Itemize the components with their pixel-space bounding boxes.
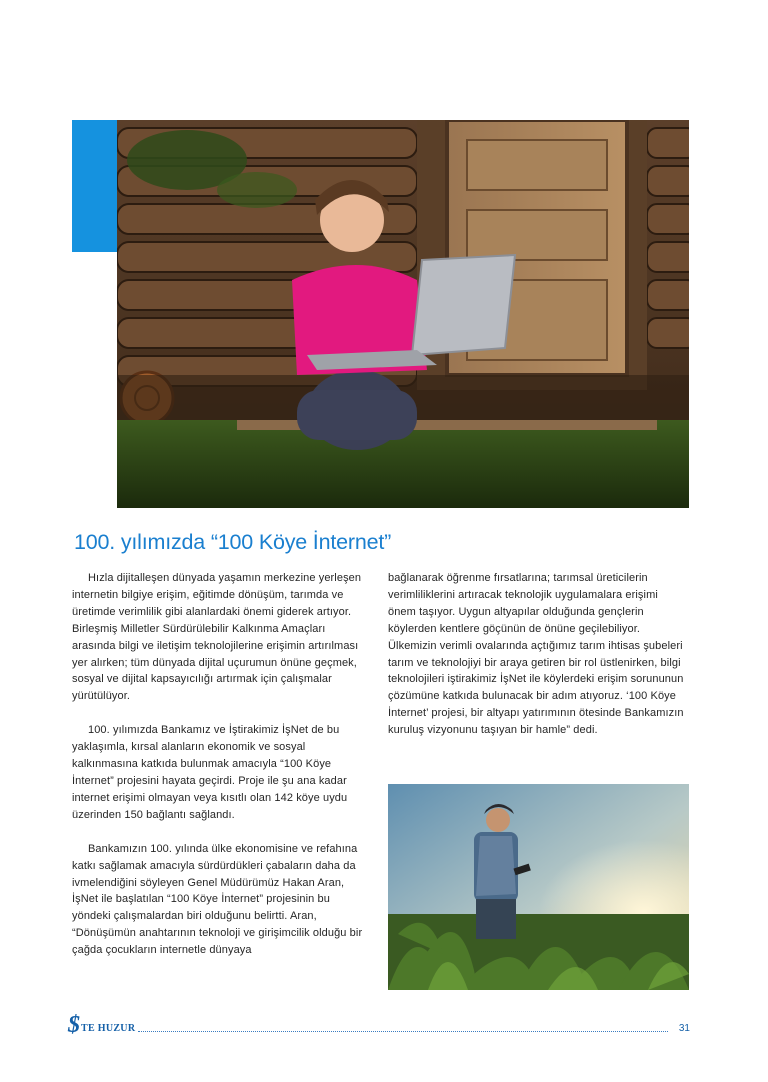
page-number: 31 (678, 1023, 690, 1034)
body-paragraph: Hızla dijitalleşen dünyada yaşamın merkezine yerleşen internetin bilgiye erişim, eğitimde dönüşüm, tarımda ve üretimde verimlilik gibi alanlardaki önemi giderek artıyor. Birleşmiş Milletler Sürdürülebilir Kalkınma Amaçları arasında bilgi ve iletişim teknolojilerine erişimin artırılması yer alırken; tüm dünyada dijital uçurumun önüne geçmek, sosyal ve dijital kapsayıcılığı artırmak için çalışmalar yürütülüyor. (72, 572, 362, 703)
body-column-left (72, 570, 368, 959)
body-paragraph: bağlanarak öğrenme fırsatlarına; tarımsal üreticilerin verimliliklerini artıracak teknolojik uygulamalara erişimi önem taşıyor. Uygun altyapılar olduğunda gençlerin köylerden kentlere göçünün de önüne geçilebiliyor. Ülkemizin verimli ovalarında açtığımız tarım ihtisas şubeleri tarım ve teknolojiyi bir araya getiren bir rol üstlenirken, bilgi teknolojileri iştirakimiz İşNet ile köylerdeki erişim sorununun çözümüne katkıda bulunacak bir adım atıyoruz. ‘100 Köye İnternet’ projesi, bir altyapı yatırımının ötesinde Bankamızın kuruluş vizyonunu taşıyan bir hamle” dedi. (388, 572, 684, 737)
body-column-right (388, 570, 688, 739)
hero-photo-girl-with-laptop (117, 120, 689, 508)
logo-mark: $ (68, 1012, 80, 1038)
article-headline: 100. yılımızda “100 Köye İnternet” (74, 530, 392, 554)
page-footer (68, 1012, 690, 1040)
farmer-in-field-photo (388, 784, 689, 990)
body-paragraph: Bankamızın 100. yılında ülke ekonomisine ve refahına katkı sağlamak amacıyla sürdürdükleri çabaların daha da ivmelendiğini söyleyen Genel Müdürümüz Hakan Aran, İşNet ile başlatılan “100 Köye İnternet” projesinin bu yöndeki çalışmalardan biri olduğunu belirtti. Aran, “Dönüşümün anahtarının teknoloji ve girişimcilik olduğu bir çağda çocukların internetle dünyaya (72, 842, 363, 957)
dotted-leader (138, 1031, 668, 1032)
accent-bar (72, 120, 117, 252)
body-paragraph: 100. yılımızda Bankamız ve İştirakimiz İşNet de bu yaklaşımla, kırsal alanların ekonomik ve sosyal kalkınmasına katkıda bulunmak amacıyla “100 Köye İnternet” projesini hayata geçirdi. Proje ile şu ana kadar internet erişimi olmayan veya kısıtlı olan 142 köye uydu üzerinden 150 bağlantı sağlandı. (72, 724, 348, 821)
logo-text: TE HUZUR (81, 1023, 136, 1034)
